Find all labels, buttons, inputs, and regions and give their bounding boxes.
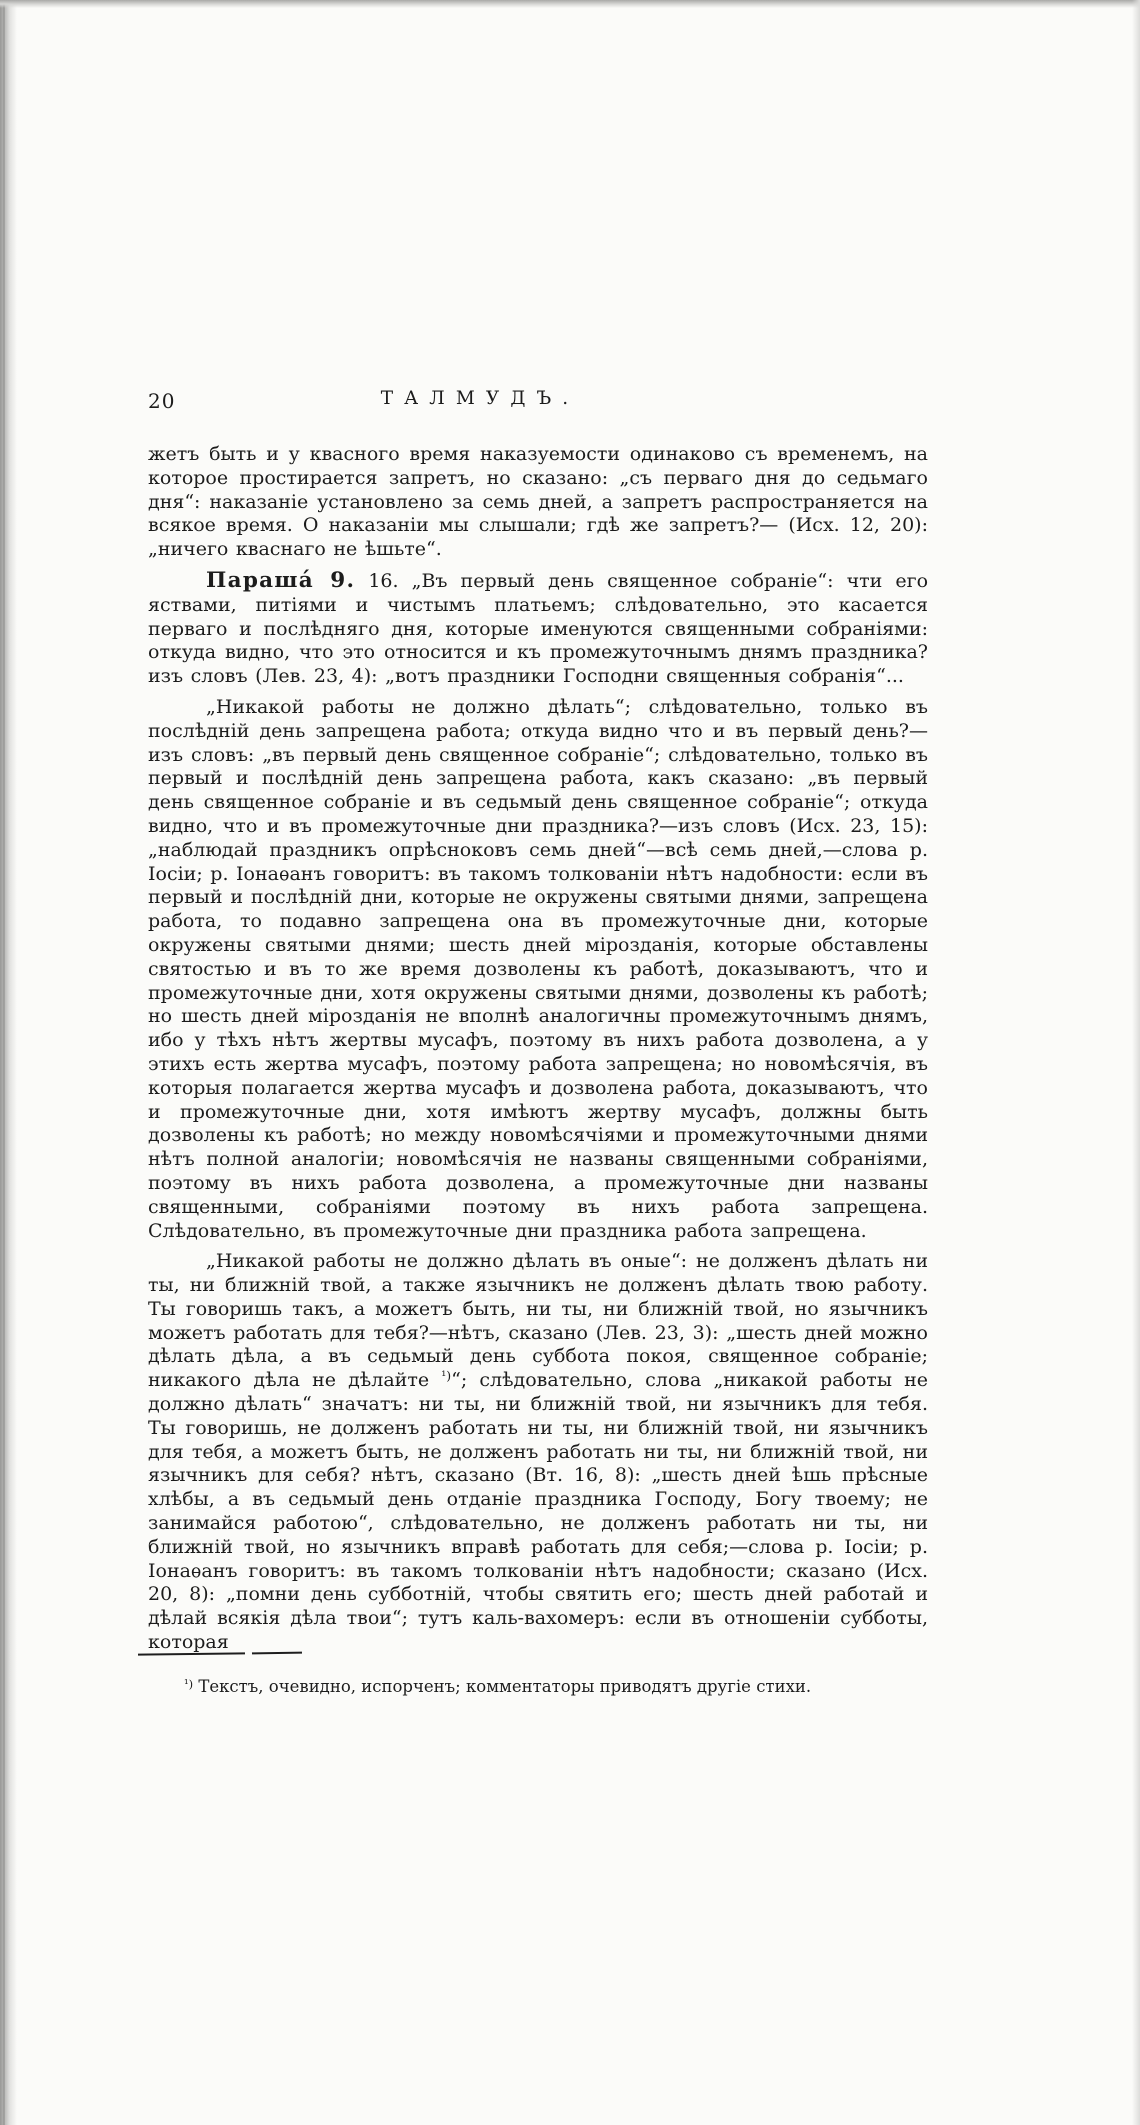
scan-edge-left-artifact xyxy=(0,0,17,2125)
footnote-separator-dash-long xyxy=(138,1652,245,1655)
paragraph-no-work-in-those-text-1: „Никакой работы не должно дѣлать въ оные“: не долженъ дѣлать ни ты, ни ближній твой, а также язычникъ не долженъ дѣлать твою работу. Ты говоришь такъ, а можетъ быть, ни ты, ни ближній твой, но язычникъ можетъ работать для тебя?—нѣтъ, сказано (Лев. 23, 3): „шесть дней можно дѣлать дѣла, а въ седьмый день суббота покоя, священное собраніе; никакого дѣла не дѣлайте xyxy=(148,1250,928,1392)
footnote-reference-marker: ¹) xyxy=(441,1368,452,1384)
footnote-marker: ¹) xyxy=(184,1677,194,1691)
paragraph-parasha-9 xyxy=(148,569,928,689)
footnote-separator-rule xyxy=(138,1653,438,1657)
parasha-9-heading: Параша́ 9. xyxy=(206,567,356,593)
scan-edge-top-artifact xyxy=(0,0,1140,8)
paragraph-continuation: жетъ быть и у квасного время наказуемости одинаково съ временемъ, на которое простирается запретъ, но сказано: „съ перваго дня до седьмаго дня“: наказаніе установлено за семь дней, а запретъ распространяется на всякое время. О наказаніи мы слышали; гдѣ же запретъ?— (Исх. 12, 20): „ничего кваснаго не ѣшьте“. xyxy=(148,443,928,561)
footnote xyxy=(148,1676,928,1698)
paragraph-parasha-9-text: 16. „Въ первый день священное собраніе“: чти его яствами, питіями и чистымъ платьемъ; слѣдовательно, это касается перваго и послѣдняго дня, которые именуются священными собраніями: откуда видно, что это относится и къ промежуточнымъ днямъ праздника? изъ словъ (Лев. 23, 4): „вотъ праздники Господни священныя собранія“... xyxy=(148,569,929,688)
running-title: ТАЛМУДЪ. xyxy=(380,388,580,409)
page-number: 20 xyxy=(148,389,176,413)
footnote-text: Текстъ, очевидно, испорченъ; комментаторы приводятъ другіе стихи. xyxy=(193,1677,812,1696)
text-block xyxy=(148,443,928,1655)
scan-edge-right-artifact xyxy=(1132,0,1140,2125)
paragraph-no-work-in-those xyxy=(148,1250,928,1655)
page-header xyxy=(148,388,928,413)
paragraph-no-work: „Никакой работы не должно дѣлать“; слѣдовательно, только въ послѣдній день запрещена работа; откуда видно что и въ первый день?—изъ словъ: „въ первый день священное собраніе“; слѣдовательно, только въ первый и послѣдній день запрещена работа, какъ сказано: „въ первый день священное собраніе и въ седьмый день священное собраніе“; откуда видно, что и въ промежуточные дни праздника?—изъ словъ (Исх. 23, 15): „наблюдай праздникъ опрѣсноковъ семь дней“—всѣ семь дней,—слова р. Іосіи; р. Іонаѳанъ говоритъ: въ такомъ толкованіи нѣтъ надобности: если въ первый и послѣдній дни, которые не окружены святыми днями, запрещена работа, то подавно запрещена она въ промежуточные дни, которые окружены святыми днями; шесть дней мірозданія, которые обставлены святостью и въ то же время дозволены къ работѣ, доказываютъ, что и промежуточные дни, хотя окружены святыми днями, дозволены къ работѣ; но шесть дней мірозданія не вполнѣ аналогичны промежуточнымъ днямъ, ибо у тѣхъ нѣтъ жертвы мусафъ, поэтому въ нихъ работа дозволена, а у этихъ есть жертва мусафъ, поэтому работа запрещена; но новомѣсячія, въ которыя полагается жертва мусафъ и дозволена работа, доказываютъ, что и промежуточные дни, хотя имѣютъ жертву мусафъ, должны быть дозволены къ работѣ; но между новомѣсячіями и промежуточными днями нѣтъ полной аналогіи; новомѣсячія не названы священными собраніями, поэтому въ нихъ работа дозволена, а промежуточные дни названы священными, собраніями поэтому въ нихъ работа запрещена. Слѣдовательно, въ промежуточные дни праздника работа запрещена. xyxy=(148,695,928,1242)
footnote-separator-dash-short xyxy=(252,1652,302,1655)
paragraph-no-work-in-those-text-2: “; слѣдовательно, слова „никакой работы не должно дѣлать“ значатъ: ни ты, ни ближній твой, ни язычникъ для тебя. Ты говоришь, не долженъ работать ни ты, ни ближній твой, ни язычникъ для тебя, а можетъ быть, не долженъ работать ни ты, ни ближній твой, ни язычникъ для себя? нѣтъ, сказано (Вт. 16, 8): „шесть дней ѣшь прѣсные хлѣбы, а въ седьмый день отданіе праздника Господу, Богу твоему; не занимайся работою“, слѣдовательно, не долженъ работать ни ты, ни ближній твой, но язычникъ вправѣ работать для себя;—слова р. Іосіи; р. Іонаѳанъ говоритъ: въ такомъ толкованіи нѣтъ надобности; сказано (Исх. 20, 8): „помни день субботній, чтобы святить его; шесть дней работай и дѣлай всякія дѣла твои“; тутъ каль-вахомеръ: если въ отношеніи субботы, которая xyxy=(148,1369,928,1654)
